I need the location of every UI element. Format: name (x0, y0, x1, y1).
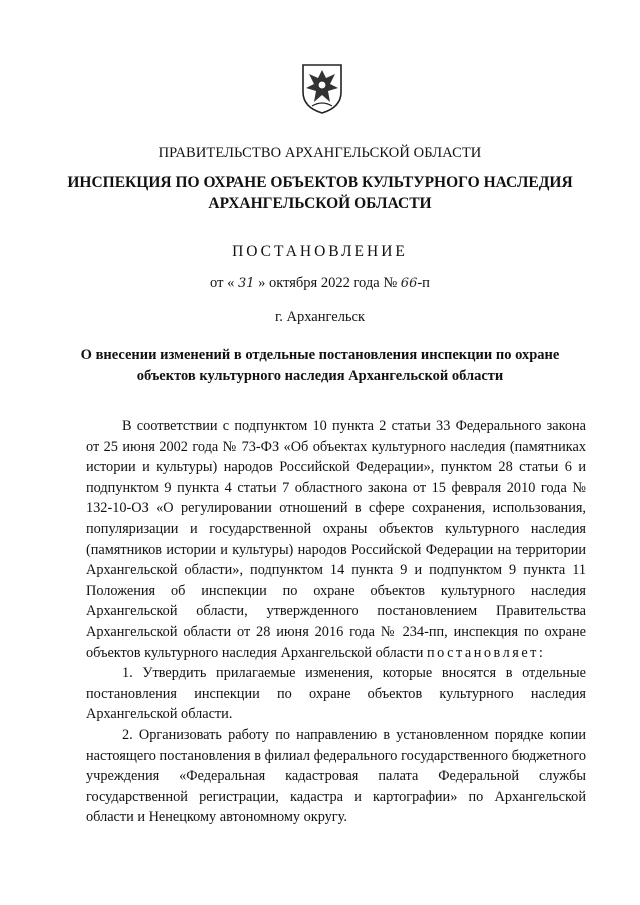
paragraph-preamble (86, 416, 586, 663)
subject-line2: объектов культурного наследия Архангельской области (136, 368, 504, 384)
document-type-title: ПОСТАНОВЛЕНИЕ (232, 243, 408, 260)
preamble-text: В соответствии с подпунктом 10 пункта 2 статьи 33 Федерального закона от 25 июня 2002 года № 73-ФЗ «Об объектах культурного наследия (памятниках истории и культуры) народов Российской Федерации», пунктом 28 статьи 6 и подпунктом 9 пункта 4 статьи 7 областного закона от 15 февраля 2010 года № 132-10-ОЗ «О регулировании отношений в сфере сохранения, использования, популяризации и государственной охраны объектов культурного наследия (памятников истории и культуры) народов Российской Федерации на территории Архангельской области», подпунктом 14 пункта 9 и подпунктом 9 пункта 11 Положения об инспекции по охране объектов культурного наследия Архангельской области, утвержденного постановлением Правительства Архангельской области от 28 июня 2016 года № 234-пп, инспекция по охране объектов культурного наследия Архангельской области (86, 418, 586, 661)
subject-line1: О внесении изменений в отдельные постановления инспекции по охране (80, 347, 560, 363)
inspection-name-line1: ИНСПЕКЦИЯ ПО ОХРАНЕ ОБЪЕКТОВ КУЛЬТУРНОГО НАСЛЕДИЯ (67, 174, 573, 191)
government-name: ПРАВИТЕЛЬСТВО АРХАНГЕЛЬСКОЙ ОБЛАСТИ (158, 145, 482, 161)
handwritten-number: 66 (400, 276, 418, 291)
document-subject (0, 345, 640, 387)
document-body (86, 416, 586, 828)
number-suffix: -п (417, 275, 430, 291)
resolves-word: постановляет: (426, 644, 546, 661)
inspection-name (0, 172, 640, 214)
date-middle: » октября 2022 года № (258, 275, 398, 291)
date-prefix: от « (210, 275, 235, 291)
inspection-name-line2: АРХАНГЕЛЬСКОЙ ОБЛАСТИ (208, 195, 432, 212)
paragraph-item-2: 2. Организовать работу по направлению в установленном порядке копии настоящего постановления в филиал федерального государственного бюджетного учреждения «Федеральная кадастровая палата Федеральной службы государственной регистрации, кадастра и картографии» по Архангельской области и Ненецкому автономному округу. (86, 726, 586, 826)
date-number-line (0, 275, 640, 292)
handwritten-day: 31 (237, 276, 255, 291)
city-name: г. Архангельск (274, 309, 366, 325)
coat-of-arms-emblem (300, 62, 344, 114)
paragraph-item-1: 1. Утвердить прилагаемые изменения, которые вносятся в отдельные постановления инспекции по охране объектов культурного наследия Архангельской области. (86, 665, 586, 723)
